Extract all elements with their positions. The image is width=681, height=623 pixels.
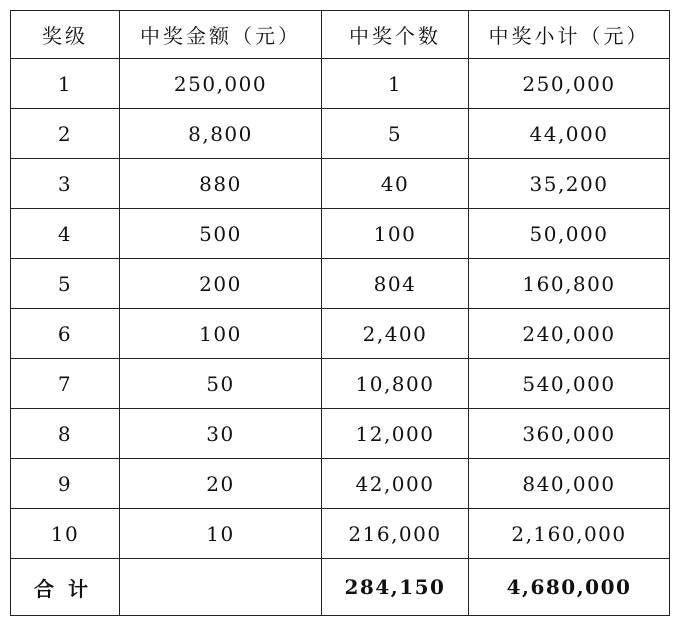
header-prize-amount: 中奖金额（元） [120,11,322,59]
cell-prize-level: 1 [11,59,120,109]
cell-winner-count: 100 [322,209,469,259]
cell-prize-amount: 500 [120,209,322,259]
prize-table [10,10,670,616]
cell-winner-count: 10,800 [322,359,469,409]
cell-subtotal: 50,000 [469,209,670,259]
cell-prize-level: 10 [11,509,120,559]
table-row [11,409,670,459]
cell-prize-level: 2 [11,109,120,159]
cell-subtotal: 840,000 [469,459,670,509]
table-row [11,509,670,559]
cell-subtotal: 540,000 [469,359,670,409]
table-header-row [11,11,670,59]
cell-subtotal: 240,000 [469,309,670,359]
cell-prize-level: 5 [11,259,120,309]
total-label: 合计 [11,559,120,616]
cell-subtotal: 250,000 [469,59,670,109]
table-row [11,109,670,159]
table-row [11,259,670,309]
total-row [11,559,670,616]
cell-subtotal: 360,000 [469,409,670,459]
cell-subtotal: 44,000 [469,109,670,159]
cell-prize-level: 7 [11,359,120,409]
cell-winner-count: 1 [322,59,469,109]
cell-prize-amount: 50 [120,359,322,409]
cell-prize-amount: 880 [120,159,322,209]
cell-prize-amount: 100 [120,309,322,359]
cell-prize-amount: 10 [120,509,322,559]
cell-winner-count: 804 [322,259,469,309]
cell-prize-level: 3 [11,159,120,209]
cell-subtotal: 35,200 [469,159,670,209]
cell-winner-count: 42,000 [322,459,469,509]
header-subtotal: 中奖小计（元） [469,11,670,59]
cell-winner-count: 40 [322,159,469,209]
cell-prize-amount: 30 [120,409,322,459]
table-row [11,309,670,359]
cell-prize-amount: 8,800 [120,109,322,159]
cell-subtotal: 2,160,000 [469,509,670,559]
cell-prize-level: 8 [11,409,120,459]
table-row [11,459,670,509]
cell-winner-count: 5 [322,109,469,159]
header-prize-level: 奖级 [11,11,120,59]
total-subtotal: 4,680,000 [469,559,670,616]
prize-table-container [10,10,670,616]
cell-prize-level: 9 [11,459,120,509]
total-amount [120,559,322,616]
header-winner-count: 中奖个数 [322,11,469,59]
cell-prize-amount: 200 [120,259,322,309]
cell-subtotal: 160,800 [469,259,670,309]
table-row [11,59,670,109]
cell-prize-amount: 250,000 [120,59,322,109]
cell-winner-count: 216,000 [322,509,469,559]
cell-prize-amount: 20 [120,459,322,509]
cell-winner-count: 12,000 [322,409,469,459]
total-count: 284,150 [322,559,469,616]
cell-prize-level: 4 [11,209,120,259]
cell-prize-level: 6 [11,309,120,359]
table-row [11,209,670,259]
table-row [11,359,670,409]
cell-winner-count: 2,400 [322,309,469,359]
table-row [11,159,670,209]
